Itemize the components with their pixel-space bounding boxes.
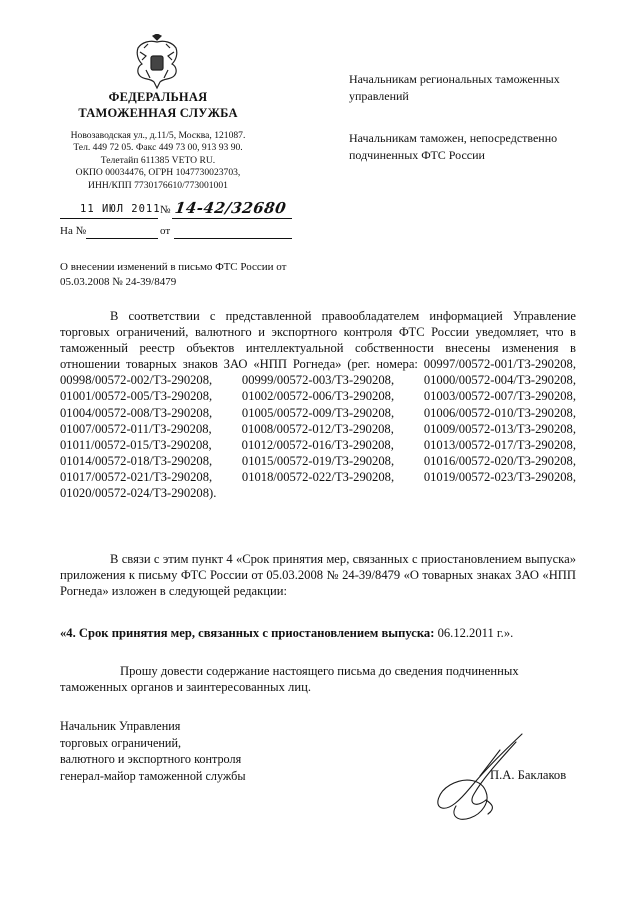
ref-underline xyxy=(86,238,158,239)
position-line: Начальник Управления xyxy=(60,719,181,733)
position-line: валютного и экспортного контроля xyxy=(60,752,242,767)
address-line: ОКПО 00034476, ОГРН 1047730023703, xyxy=(75,167,241,179)
addressee-regional: Начальникам региональных таможенных управлений xyxy=(349,72,560,103)
body-paragraph-1 xyxy=(60,308,576,501)
deadline-item xyxy=(60,626,580,641)
number-label: № xyxy=(160,204,171,216)
address-line: Новозаводская ул., д.11/5, Москва, 121087. xyxy=(70,130,246,141)
organization-name xyxy=(60,89,256,121)
body-text: Прошу довести содержание настоящего письма до сведения подчиненных таможенных органов и заинтересованных лиц. xyxy=(60,664,519,695)
ref-label: На № xyxy=(60,225,87,237)
reference-line xyxy=(60,225,300,241)
addressee-customs: Начальникам таможен, непосредственно подчиненных ФТС России xyxy=(349,131,558,162)
registration-number-handwritten: 14-42/32680 xyxy=(173,199,288,217)
org-name-line1: ФЕДЕРАЛЬНАЯ xyxy=(108,90,208,104)
from-label: от xyxy=(160,225,171,237)
signatory-name: П.А. Баклаков xyxy=(490,768,567,782)
letter-subject: О внесении изменений в письмо ФТС России от 05.03.2008 № 24-39/8479 xyxy=(60,261,287,288)
address-line: Тел. 449 72 05. Факс 449 73 00, 913 93 90. xyxy=(73,142,243,154)
double-headed-eagle-emblem-icon xyxy=(132,34,182,90)
position-line: генерал-майор таможенной службы xyxy=(60,768,246,783)
signatory-position xyxy=(60,718,320,784)
body-text: В соответствии с представленной правообладателем информацией Управление торговых ограничений, валютного и экспортного контроля ФТС России уведомляет, что в таможенный реестр объектов интеллектуальной собственности внесены изменения в отношении товарных знаков ЗАО «НПП Рогнеда» (рег. номера: 00997/00572-001/ТЗ-290208, 00998/00572-002/ТЗ-290208, 00999/00572-003/ТЗ-290208, 01000/00572-004/ТЗ-290208, 01001/00572-005/ТЗ-290208, 01002/00572-006/ТЗ-290208, 01003/00572-007/ТЗ-290208, 01004/00572-008/ТЗ-290208, 01005/00572-009/ТЗ-290208, 01006/00572-010/ТЗ-290208, 01007/00572-011/ТЗ-290208, 01008/00572-012/ТЗ-290208, 01009/00572-013/ТЗ-290208, 01011/00572-015/ТЗ-290208, 01012/00572-016/ТЗ-290208, 01013/00572-017/ТЗ-290208, 01014/00572-018/ТЗ-290208, 01015/00572-019/ТЗ-290208, 01016/00572-020/ТЗ-290208, 01017/00572-021/ТЗ-290208, 01018/00572-022/ТЗ-290208, 01019/00572-023/ТЗ-290208, 01020/00572-024/ТЗ-290208). xyxy=(60,309,576,501)
address-line: ИНН/КПП 7730176610/773001001 xyxy=(88,179,228,191)
date-underline xyxy=(60,218,158,219)
from-underline xyxy=(174,238,292,239)
deadline-item-value: 06.12.2011 г.». xyxy=(434,626,514,640)
org-name-line2: ТАМОЖЕННАЯ СЛУЖБА xyxy=(78,106,238,120)
organization-address xyxy=(60,130,256,192)
body-paragraph-2 xyxy=(60,551,576,599)
deadline-item-label: «4. Срок принятия мер, связанных с приостановлением выпуска: xyxy=(60,626,435,640)
address-line: Телетайп 611385 VETO RU. xyxy=(100,154,216,166)
number-underline xyxy=(172,218,292,219)
body-text: В связи с этим пункт 4 «Срок принятия мер, связанных с приостановлением выпуска» приложения к письму ФТС России от 05.03.2008 № 24-39/8479 «О товарных знаках ЗАО «НПП Рогнеда» изложен в следующей редакции: xyxy=(60,552,576,599)
position-line: торговых ограничений, xyxy=(60,735,182,750)
registration-date-number xyxy=(60,199,300,221)
body-paragraph-3 xyxy=(60,663,576,695)
registration-date-stamp: 11 ИЮЛ 2011 xyxy=(80,203,161,215)
